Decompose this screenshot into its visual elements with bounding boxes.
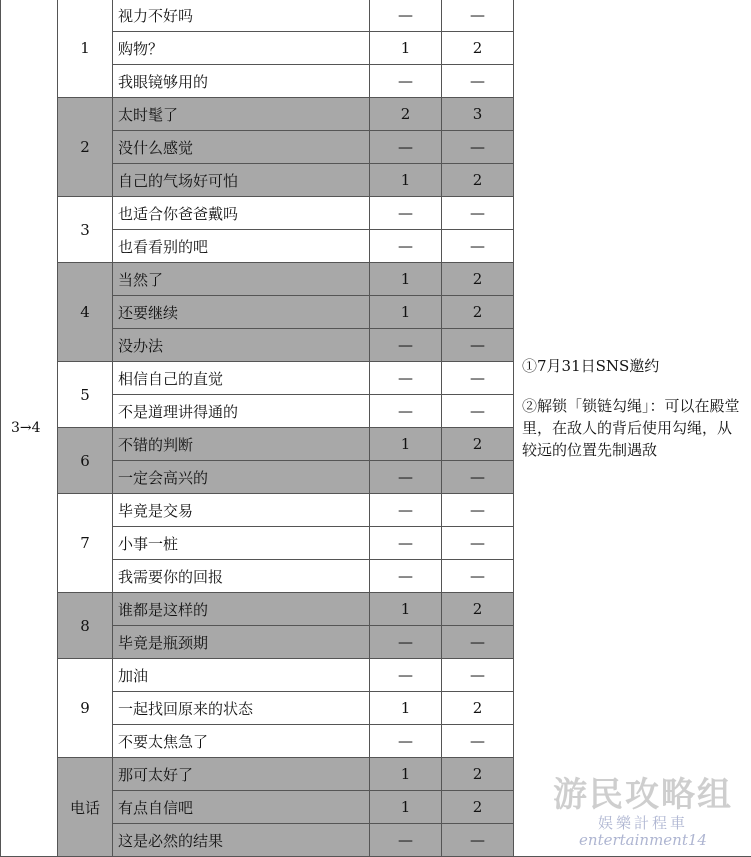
points-b: —: [442, 329, 514, 362]
group-number: 7: [58, 494, 113, 593]
points-b: —: [442, 560, 514, 593]
points-a: 1: [370, 428, 442, 461]
points-a: 1: [370, 263, 442, 296]
answer-text: 视力不好吗: [113, 0, 370, 32]
note-item: ①7月31日SNS邀约: [522, 355, 743, 377]
points-a: 1: [370, 32, 442, 65]
answer-text: 谁都是这样的: [113, 593, 370, 626]
points-a: —: [370, 659, 442, 692]
points-a: 1: [370, 593, 442, 626]
answer-text: 不要太焦急了: [113, 725, 370, 758]
points-a: —: [370, 824, 442, 857]
table-row: [1, 0, 751, 32]
watermark-logo: 游民攻略组: [553, 767, 733, 816]
answer-text: 也看看别的吧: [113, 230, 370, 263]
group-number: 3: [58, 197, 113, 263]
answer-text: 自己的气场好可怕: [113, 164, 370, 197]
points-a: 2: [370, 98, 442, 131]
answer-text: 那可太好了: [113, 758, 370, 791]
points-a: —: [370, 197, 442, 230]
answer-text: 我眼镜够用的: [113, 65, 370, 98]
group-number: 5: [58, 362, 113, 428]
points-a: 1: [370, 692, 442, 725]
points-b: —: [442, 197, 514, 230]
group-number: 电话: [58, 758, 113, 857]
answer-text: 毕竟是交易: [113, 494, 370, 527]
answer-text: 加油: [113, 659, 370, 692]
answer-text: 相信自己的直觉: [113, 362, 370, 395]
points-b: —: [442, 461, 514, 494]
answer-text: 也适合你爸爸戴吗: [113, 197, 370, 230]
points-a: 1: [370, 296, 442, 329]
answer-text: 毕竟是瓶颈期: [113, 626, 370, 659]
points-b: —: [442, 626, 514, 659]
points-a: —: [370, 362, 442, 395]
answer-text: 购物？: [113, 32, 370, 65]
points-b: —: [442, 395, 514, 428]
group-number: 6: [58, 428, 113, 494]
watermark-subtitle: 娱樂計程車: [553, 812, 733, 833]
points-a: —: [370, 230, 442, 263]
answer-text: 小事一桩: [113, 527, 370, 560]
answer-text: 不错的判断: [113, 428, 370, 461]
points-a: —: [370, 131, 442, 164]
points-a: 1: [370, 791, 442, 824]
points-b: —: [442, 824, 514, 857]
points-b: 2: [442, 32, 514, 65]
points-b: 2: [442, 263, 514, 296]
points-a: —: [370, 395, 442, 428]
points-b: 2: [442, 758, 514, 791]
answer-text: 不是道理讲得通的: [113, 395, 370, 428]
answer-text: 没办法: [113, 329, 370, 362]
answer-text: 有点自信吧: [113, 791, 370, 824]
points-b: 2: [442, 692, 514, 725]
notes-panel: [514, 0, 751, 857]
answer-text: 一起找回原来的状态: [113, 692, 370, 725]
points-b: —: [442, 131, 514, 164]
points-b: 3: [442, 98, 514, 131]
points-a: —: [370, 560, 442, 593]
points-b: —: [442, 659, 514, 692]
answer-text: 还要继续: [113, 296, 370, 329]
answer-text: 一定会高兴的: [113, 461, 370, 494]
points-b: —: [442, 527, 514, 560]
points-a: —: [370, 329, 442, 362]
points-b: 2: [442, 296, 514, 329]
points-b: 2: [442, 164, 514, 197]
points-a: —: [370, 725, 442, 758]
points-a: —: [370, 461, 442, 494]
answer-text: 没什么感觉: [113, 131, 370, 164]
group-number: 1: [58, 0, 113, 98]
points-a: 1: [370, 758, 442, 791]
points-b: 2: [442, 791, 514, 824]
points-a: 1: [370, 164, 442, 197]
answer-text: 这是必然的结果: [113, 824, 370, 857]
rank-label: 3→4: [1, 0, 58, 857]
points-b: —: [442, 362, 514, 395]
note-item: ②解锁「锁链勾绳」：可以在殿堂里，在敌人的背后使用勾绳，从较远的位置先制遇敌: [522, 395, 743, 461]
group-number: 8: [58, 593, 113, 659]
points-b: 2: [442, 593, 514, 626]
answer-text: 我需要你的回报: [113, 560, 370, 593]
points-b: —: [442, 65, 514, 98]
group-number: 4: [58, 263, 113, 362]
points-b: —: [442, 494, 514, 527]
points-a: —: [370, 626, 442, 659]
points-a: —: [370, 494, 442, 527]
points-a: —: [370, 527, 442, 560]
group-number: 2: [58, 98, 113, 197]
points-b: 2: [442, 428, 514, 461]
points-a: —: [370, 65, 442, 98]
points-b: —: [442, 0, 514, 32]
points-b: —: [442, 230, 514, 263]
group-number: 9: [58, 659, 113, 758]
points-b: —: [442, 725, 514, 758]
points-a: —: [370, 0, 442, 32]
watermark-handle: entertainment14: [553, 831, 733, 849]
answer-text: 太时髦了: [113, 98, 370, 131]
answer-text: 当然了: [113, 263, 370, 296]
